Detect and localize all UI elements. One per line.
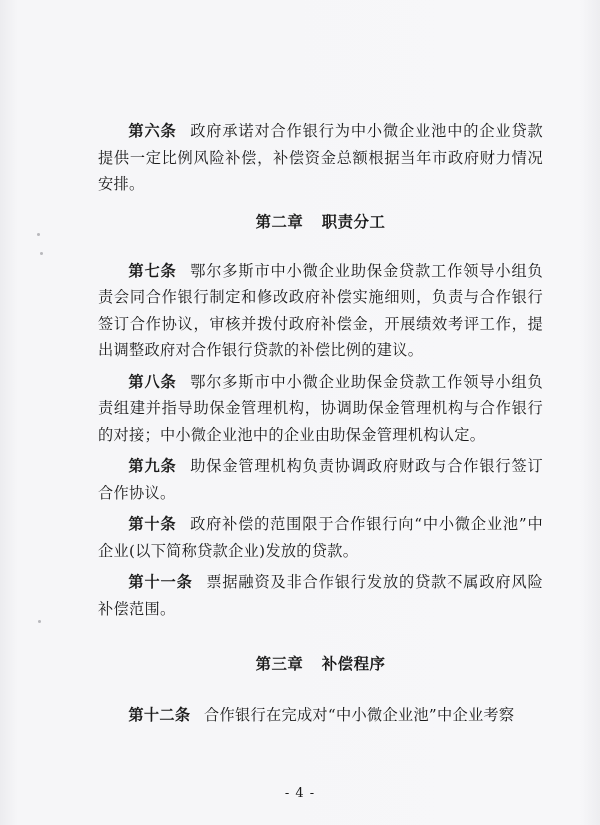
chapter-title: 补偿程序	[321, 655, 386, 673]
article-number: 第十二条	[128, 706, 191, 724]
article-text: 票据融资及非合作银行发放的贷款不属政府风险补偿范围。	[98, 573, 543, 618]
article-text: 合作银行在完成对“中小微企业池”中企业考察	[204, 706, 515, 724]
article-8	[98, 369, 543, 449]
article-number: 第八条	[128, 372, 177, 391]
chapter-number: 第二章	[255, 212, 304, 231]
chapter-3-heading	[98, 652, 543, 674]
article-number: 第六条	[128, 122, 177, 140]
article-6	[98, 118, 543, 198]
article-text: 政府补偿的范围限于合作银行向“中小微企业池”中企业(以下简称贷款企业)发放的贷款。	[98, 515, 543, 560]
chapter-number: 第三章	[255, 655, 304, 673]
binding-hole-mark	[38, 620, 41, 623]
binding-hole-mark	[37, 233, 40, 236]
article-9	[98, 453, 543, 506]
chapter-2-heading	[98, 210, 543, 232]
article-text: 鄂尔多斯市中小微企业助保金贷款工作领导小组负责会同合作银行制定和修改政府补偿实施细则，负责与合作银行签订合作协议，审核并拨付政府补偿金，开展绩效考评工作，提出调整政府对合作银行贷款的补偿比例的建议。	[98, 261, 543, 359]
article-number: 第十一条	[128, 573, 193, 591]
article-10	[98, 511, 543, 564]
article-7	[98, 258, 543, 364]
document-body	[98, 118, 543, 729]
article-text: 政府承诺对合作银行为中小微企业池中的企业贷款提供一定比例风险补偿，补偿资金总额根据当年市政府财力情况安排。	[98, 122, 543, 193]
article-number: 第七条	[128, 261, 177, 280]
article-text: 鄂尔多斯市中小微企业助保金贷款工作领导小组负责组建并指导助保金管理机构，协调助保金管理机构与合作银行的对接；中小微企业池中的企业由助保金管理机构认定。	[98, 372, 543, 444]
article-text: 助保金管理机构负责协调政府财政与合作银行签订合作协议。	[98, 457, 543, 502]
chapter-title: 职责分工	[321, 212, 386, 231]
article-12	[98, 702, 543, 729]
binding-hole-mark	[40, 252, 43, 255]
article-number: 第九条	[128, 457, 177, 475]
article-number: 第十条	[128, 515, 177, 533]
page-number: - 4 -	[284, 786, 316, 801]
article-11	[98, 569, 543, 622]
